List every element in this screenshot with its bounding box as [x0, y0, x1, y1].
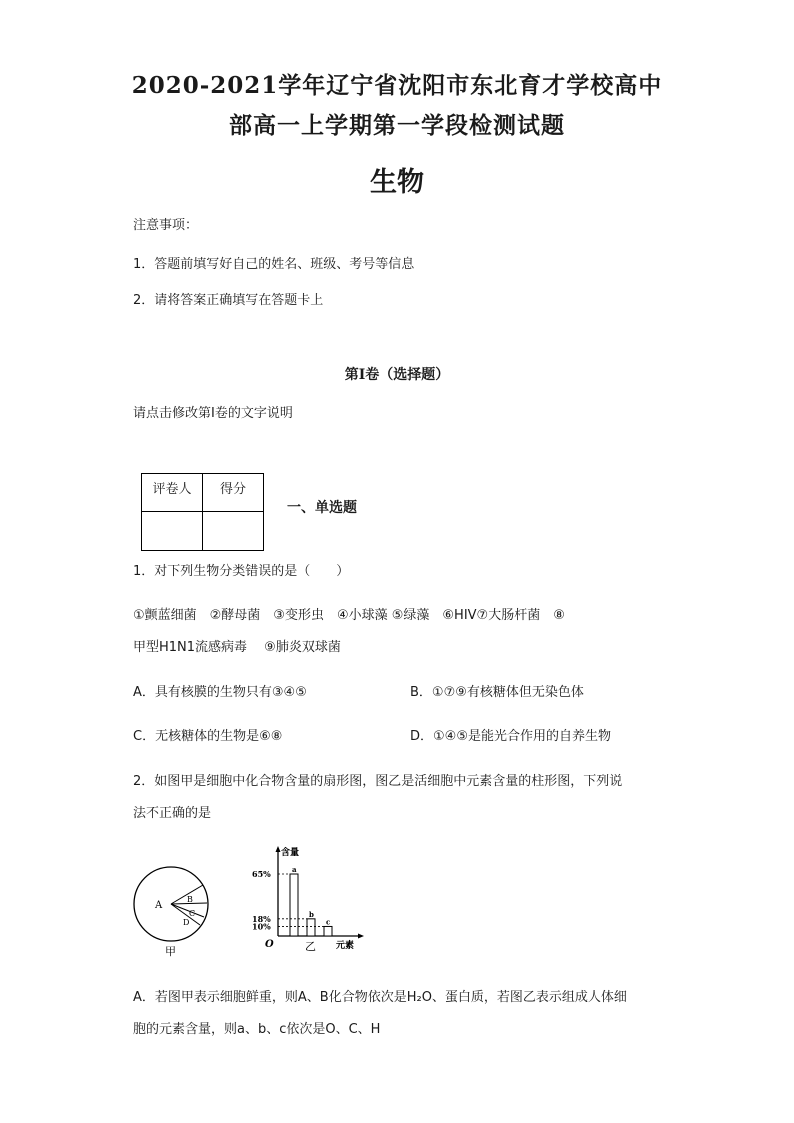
- q1-option-d: D．①④⑤是能光合作用的自养生物: [410, 729, 611, 744]
- bar-label-c: c: [326, 917, 331, 927]
- pie-label-d: D: [183, 918, 190, 927]
- pie-label-a: A: [155, 900, 163, 911]
- figure-jia-pie-diagram: [128, 862, 218, 962]
- bar-label-a: a: [292, 865, 297, 874]
- section-title: 第I卷（选择题）: [344, 367, 450, 383]
- tick-label-a: 65%: [252, 869, 271, 879]
- figure-yi-bar-chart: [250, 842, 370, 952]
- q2-stem-line2: 法不正确的是: [133, 806, 212, 821]
- page-title: 2020-2021学年辽宁省沈阳市东北育才学校高中: [131, 72, 663, 99]
- q2-option-a-line1: A．若图甲表示细胞鲜重，则A、B化合物依次是H₂O、蛋白质，若图乙表示组成人体细: [133, 990, 627, 1005]
- y-axis-arrow: [276, 846, 281, 852]
- score-table-cell-grader: [142, 512, 203, 551]
- section-note: 请点击修改第I卷的文字说明: [133, 406, 293, 421]
- q1-option-b: B．①⑦⑨有核糖体但无染色体: [410, 685, 584, 700]
- page-title-line2: 部高一上学期第一学段检测试题: [229, 112, 565, 139]
- q2-option-a-line2: 胞的元素含量，则a、b、c依次是O、C、H: [133, 1022, 381, 1037]
- score-table-header-score: 得分: [203, 474, 264, 512]
- notice-item-2: 2．请将答案正确填写在答题卡上: [133, 293, 324, 308]
- q1-organisms-line1: ①颤蓝细菌 ②酵母菌 ③变形虫 ④小球藻 ⑤绿藻 ⑥HIV⑦大肠杆菌 ⑧: [133, 608, 565, 623]
- score-table: [141, 473, 264, 551]
- part-title: 一、单选题: [287, 500, 357, 516]
- bar-c: [324, 926, 332, 936]
- bar-b: [307, 919, 315, 936]
- q2-stem-line1: 2．如图甲是细胞中化合物含量的扇形图，图乙是活细胞中元素含量的柱形图，下列说: [133, 774, 623, 789]
- x-axis-arrow: [358, 934, 364, 939]
- score-table-header-grader: 评卷人: [142, 474, 203, 512]
- notice-heading: 注意事项：: [133, 218, 199, 233]
- q1-stem: 1．对下列生物分类错误的是（ ）: [133, 564, 350, 579]
- figure-yi-caption: 乙: [305, 940, 316, 952]
- figure-jia-caption: 甲: [165, 945, 176, 958]
- notice-item-1: 1．答题前填写好自己的姓名、班级、考号等信息: [133, 257, 415, 272]
- origin-label: O: [265, 939, 274, 950]
- bar-label-b: b: [309, 909, 314, 919]
- y-axis-label: 含量: [281, 848, 300, 858]
- tick-label-c: 10%: [252, 921, 271, 932]
- pie-label-c: C: [189, 909, 196, 918]
- subject-title: 生物: [370, 167, 424, 198]
- x-axis-label: 元素: [336, 941, 355, 951]
- q1-option-a: A．具有核膜的生物只有③④⑤: [133, 685, 307, 700]
- q1-organisms-line2: 甲型H1N1流感病毒 ⑨肺炎双球菌: [133, 640, 341, 655]
- pie-label-b: B: [187, 895, 193, 904]
- score-table-cell-score: [203, 512, 264, 551]
- q1-option-c: C．无核糖体的生物是⑥⑧: [133, 729, 283, 744]
- tick-label-b: 18%: [252, 913, 271, 924]
